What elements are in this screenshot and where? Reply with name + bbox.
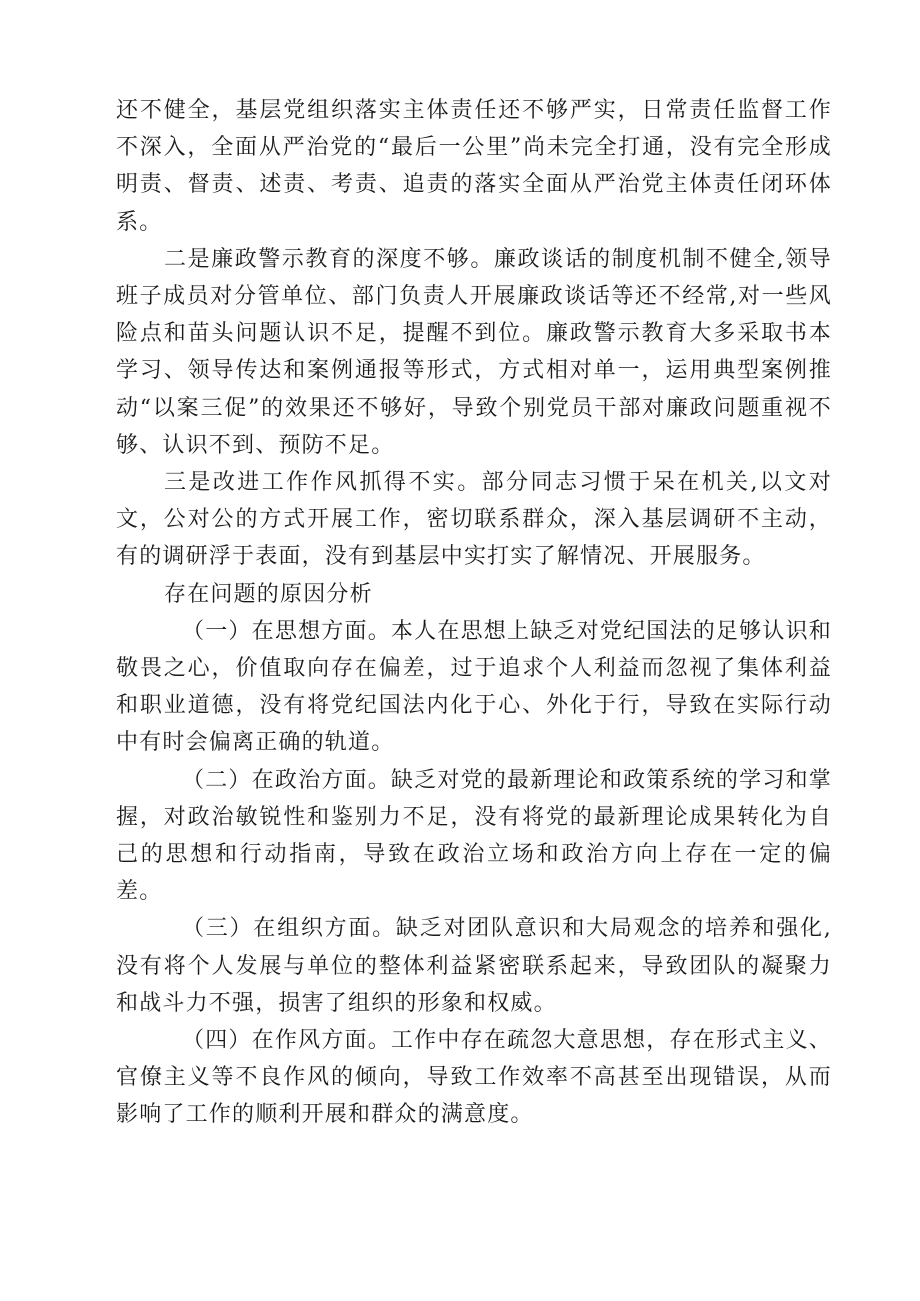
paragraph-continuation: 还不健全，基层党组织落实主体责任还不够严实，日常责任监督工作不深入，全面从严治党的“最后一公里”尚未完全打通，没有完全形成明责、督责、述责、考责、追责的落实全面从严治党主体责任闭环体系。 xyxy=(116,98,832,235)
paragraph-ideology: （一）在思想方面。本人在思想上缺乏对党纪国法的足够认识和敬畏之心，价值取向存在偏差，过于追求个人利益而忽视了集体利益和职业道德，没有将党纪国法内化于心、外化于行，导致在实际行动中有时会偏离正确的轨道。 xyxy=(116,618,832,756)
paragraph-organization: （三）在组织方面。缺乏对团队意识和大局观念的培养和强化,没有将个人发展与单位的整体利益紧密联系起来，导致团队的凝聚力和战斗力不强，损害了组织的形象和权威。 xyxy=(116,916,832,1016)
document-body xyxy=(116,92,832,1134)
paragraph-point-two: 二是廉政警示教育的深度不够。廉政谈话的制度机制不健全,领导班子成员对分管单位、部门负责人开展廉政谈话等还不经常,对一些风险点和苗头问题认识不足，提醒不到位。廉政警示教育大多采取书本学习、领导传达和案例通报等形式，方式相对单一，运用典型案例推动“以案三促”的效果还不够好，导致个别党员干部对廉政问题重视不够、认识不到、预防不足。 xyxy=(116,246,832,458)
paragraph-point-three: 三是改进工作作风抓得不实。部分同志习惯于呆在机关,以文对文，公对公的方式开展工作，密切联系群众，深入基层调研不主动，有的调研浮于表面，没有到基层中实打实了解情况、开展服务。 xyxy=(116,470,832,570)
paragraph-politics: （二）在政治方面。缺乏对党的最新理论和政策系统的学习和掌握，对政治敏锐性和鉴别力不足，没有将党的最新理论成果转化为自己的思想和行动指南，导致在政治立场和政治方向上存在一定的偏差。 xyxy=(116,767,832,905)
paragraph-work-style: （四）在作风方面。工作中存在疏忽大意思想，存在形式主义、官僚主义等不良作风的倾向，导致工作效率不高甚至出现错误，从而影响了工作的顺利开展和群众的满意度。 xyxy=(116,1028,832,1128)
section-heading-cause-analysis: 存在问题的原因分析 xyxy=(164,581,373,607)
